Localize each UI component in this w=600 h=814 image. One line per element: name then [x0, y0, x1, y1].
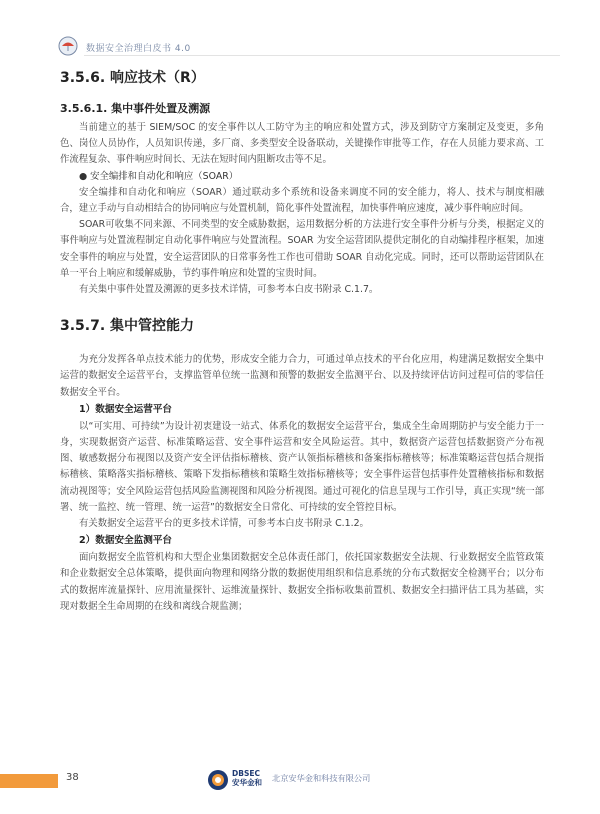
paragraph: 有关集中事件处置及溯源的更多技术详情，可参考本白皮书附录 C.1.7。 [79, 284, 379, 296]
brand-name-cn: 安华金和 [232, 778, 262, 787]
paragraph: SOAR可收集不同来源、不同类型的安全威胁数据，运用数据分析的方法进行安全事件分析与分类，根据定义的事件响应与处置流程制定自动化事件响应与处置流程。SOAR 为安全运营团队提供定制化的自动编排程序框架，加速安全事件的响应与处置，安全运营团队的日常事务性工作也可借助 SOAR 自动化完成。同时，还可以帮助运营团队在单一平台上响应和缓解威胁，节约事件响应和处置的宝贵时间。 [60, 219, 544, 279]
section-title-3-5-6: 3.5.6. 响应技术（R） [60, 70, 205, 86]
page-number: 38 [66, 772, 79, 783]
page-footer [0, 768, 600, 798]
document-body [60, 68, 544, 615]
bullet-item: ● 安全编排和自动化和响应（SOAR） [79, 170, 239, 182]
company-name: 北京安华金和科技有限公司 [272, 773, 371, 783]
paragraph: 安全编排和自动化和响应（SOAR）通过联动多个系统和设备来调度不同的安全能力，将人、技术与制度相融合，建立手动与自动相结合的协同响应与处置机制，简化事件处置流程，加快事件响应速度，减少事件响应时间。 [60, 186, 544, 215]
subheading-monitoring-platform: 2）数据安全监测平台 [79, 535, 173, 547]
paragraph: 当前建立的基于 SIEM/SOC 的安全事件以人工防守为主的响应和处置方式，涉及到防守方案制定及变更，多角色、岗位人员协作，人员知识传递，多厂商、多类型安全设备联动，关键操作审批等工作，存在人员能力要求高、工作流程复杂、事件响应时间长、无法在短时间内阻断攻击等不足。 [60, 122, 544, 166]
page-header [0, 0, 600, 58]
paragraph: 面向数据安全监管机构和大型企业集团数据安全总体责任部门，依托国家数据安全法规、行业数据安全监管政策和企业数据安全总体策略，提供面向物理和网络分散的数据使用组织和信息系统的分布式数据安全检测平台；以分布式的数据库流量探针、应用流量探针、运维流量探针、数据安全指标收集前置机、数据安全扫描评估工具为基础，实现对数据全生命周期的在线和离线合规监测； [60, 552, 544, 612]
subsection-title-3-5-6-1: 3.5.6.1. 集中事件处置及溯源 [60, 102, 211, 115]
section-title-3-5-7: 3.5.7. 集中管控能力 [60, 318, 195, 335]
subheading-operations-platform: 1）数据安全运营平台 [79, 403, 173, 415]
header-divider [84, 55, 560, 56]
brand-name-en: DBSEC [232, 769, 260, 778]
paragraph: 有关数据安全运营平台的更多技术详情，可参考本白皮书附录 C.1.2。 [79, 518, 369, 530]
page-accent-bar [0, 774, 58, 788]
footer-brand [232, 769, 262, 787]
umbrella-emblem-icon [58, 36, 78, 56]
dbsec-logo-icon [206, 768, 230, 792]
paragraph: 为充分发挥各单点技术能力的优势，形成安全能力合力，可通过单点技术的平台化应用，构建满足数据安全集中运营的数据安全运营平台，支撑监管单位统一监测和预警的数据安全监测平台、以及持续评估访问过程可信的零信任数据安全平台。 [60, 354, 544, 398]
header-title: 数据安全治理白皮书 4.0 [86, 44, 191, 54]
paragraph: 以“可实用、可持续”为设计初衷建设一站式、体系化的数据安全运营平台，集成全生命周期防护与安全能力于一身，实现数据资产运营、标准策略运营、安全事件运营和安全风险运营。其中，数据资产运营包括数据资产分布视图、敏感数据分布视图以及资产安全评估指标稽核、资产认领指标稽核和备案指标稽核等；标准策略运营包括合规指标稽核、策略落实指标稽核、策略下发指标稽核和策略生效指标稽核等；安全事件运营包括事件处置稽核指标和数据流动视图等；安全风险运营包括风险监测视图和风险分析视图。通过可视化的信息呈现与工作引导，真正实现“统一部署、统一监控、统一管理、统一运营”的数据安全日常化、可持续的安全管控目标。 [60, 420, 544, 513]
